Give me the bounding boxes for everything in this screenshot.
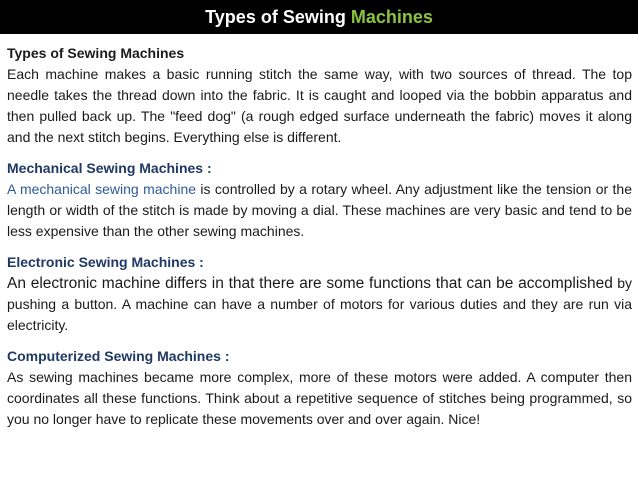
mechanical-link[interactable]: A mechanical sewing machine — [7, 181, 197, 197]
electronic-heading: Electronic Sewing Machines : — [7, 254, 204, 270]
mechanical-heading: Mechanical Sewing Machines : — [7, 160, 212, 176]
mechanical-body: is controlled by a rotary wheel. Any adjustment like the tension or the length or width of the stitch is made by moving a dial. These machines are very basic and tend to be less expensive than the other sewing machines. — [7, 181, 632, 239]
mechanical-paragraph — [7, 179, 632, 242]
computerized-heading: Computerized Sewing Machines : — [7, 348, 230, 364]
computerized-paragraph: As sewing machines became more complex, more of these motors were added. A computer then coordinates all these functions. Think about a repetitive sequence of stitches being programmed, so you no longer have to replicate these movements over and over again. Nice! — [7, 369, 632, 427]
electronic-body-rest: by pushing a button. A machine can have a number of motors for various duties and they are run via electricity. — [7, 275, 632, 333]
slide-title-accent: Machines — [350, 7, 433, 27]
electronic-body-first: An electronic machine differs in that there are some functions that can be accomplished — [7, 275, 613, 292]
intro-heading: Types of Sewing Machines — [7, 45, 185, 61]
slide-title-prefix: Types of Sewing — [205, 7, 351, 27]
intro-paragraph: Each machine makes a basic running stitch the same way, with two sources of thread. The top needle takes the thread down into the fabric. It is caught and looped via the bobbin apparatus and then pulled back up. The "feed dog" (a rough edged surface underneath the fabric) moves it along and the next stitch begins. Everything else is different. — [7, 66, 632, 145]
electronic-paragraph — [7, 273, 632, 336]
slide-title — [0, 0, 638, 34]
slide-content — [7, 43, 632, 430]
